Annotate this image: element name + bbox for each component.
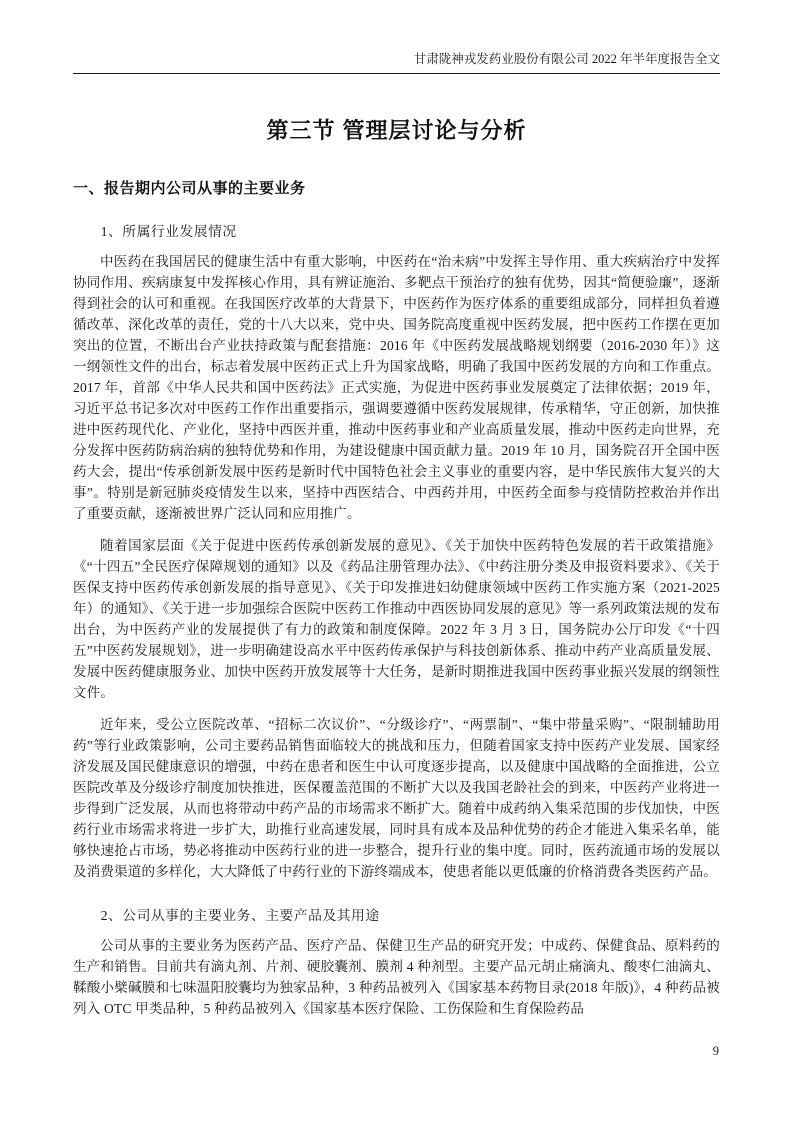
paragraph-national-policies: 随着国家层面《关于促进中医药传承创新发展的意见》、《关于加快中医药特色发展的若干政策措施》《“十四五”全民医疗保障规划的通知》以及《药品注册管理办法》、《中药注册分类及申报资料要求》、《关于医保支持中医药传承创新发展的指导意见》、《关于印发推进妇幼健康领域中医药工作实施方案（2021-2025 年）的通知》、《关于进一步加强综合医院中医药工作推动中西医协同发展的意见》等一系列政策法规的发布出台，为中医药产业的发展提供了有力的政策和制度保障。2022 年 3 月 3 日，国务院办公厅印发《“十四五”中医药发展规划》，进一步明确建设高水平中医药传承保护与科技创新体系、推动中药产业高质量发展、发展中医药健康服务业、加快中医药开放发展等十大任务，是新时期推进我国中医药事业振兴发展的纲领性文件。	[73, 537, 720, 700]
section-title: 第三节 管理层讨论与分析	[266, 117, 527, 143]
page-number: 9	[712, 1044, 719, 1058]
page-header	[73, 50, 720, 74]
subheading-industry-development: 1、所属行业发展情况	[100, 223, 237, 239]
paragraph-company-products: 公司从事的主要业务为医药产品、医疗产品、保健卫生产品的研究开发；中成药、保健食品、原料药的生产和销售。目前共有滴丸剂、片剂、硬胶囊剂、膜剂 4 种剂型。主要产品元胡止痛滴丸、酸枣仁油滴丸、鞣酸小檗碱膜和七味温阳胶囊均为独家品种，3 种药品被列入《国家基本药物目录(2018 年版)》，4 种药品被列入 OTC 甲类品种，5 种药品被列入《国家基本医疗保险、工伤保险和生育保险药品	[73, 937, 720, 1016]
subheading-main-products: 2、公司从事的主要业务、主要产品及其用途	[100, 907, 380, 923]
paragraph-industry-overview: 中医药在我国居民的健康生活中有重大影响，中医药在“治未病”中发挥主导作用、重大疾病治疗中发挥协同作用、疾病康复中发挥核心作用，具有辨证施治、多靶点干预治疗的独有优势，因其“简便验廉”，逐渐得到社会的认可和重视。在我国医疗改革的大背景下，中医药作为医疗体系的重要组成部分，同样担负着遵循改革、深化改革的责任，党的十八大以来，党中央、国务院高度重视中医药发展，把中医药工作摆在更加突出的位置，不断出台产业扶持政策与配套措施：2016 年《中医药发展战略规划纲要（2016-2030 年）》这一纲领性文件的出台，标志着发展中医药正式上升为国家战略，明确了我国中医药发展的方向和工作重点。2017 年，首部《中华人民共和国中医药法》正式实施，为促进中医药事业发展奠定了法律依据；2019 年，习近平总书记多次对中医药工作作出重要指示，强调要遵循中医药发展规律，传承精华，守正创新，加快推进中医药现代化、产业化，坚持中西医并重，推动中医药事业和产业高质量发展，推动中医药走向世界，充分发挥中医药防病治病的独特优势和作用，为建设健康中国贡献力量。2019 年 10 月，国务院召开全国中医药大会，提出“传承创新发展中医药是新时代中国特色社会主义事业的重要内容，是中华民族伟大复兴的大事”。特别是新冠肺炎疫情发生以来，坚持中西医结合、中西药并用，中医药全面参与疫情防控救治并作出了重要贡献，逐渐被世界广泛认同和应用推广。	[73, 253, 720, 521]
paragraph-market-environment: 近年来，受公立医院改革、“招标二次议价”、“分级诊疗”、“两票制”、“集中带量采购”、“限制辅助用药”等行业政策影响，公司主要药品销售面临较大的挑战和压力，但随着国家支持中医药产业发展、国家经济发展及国民健康意识的增强，中药在患者和医生中认可度逐步提高，以及健康中国战略的全面推进，公立医院改革及分级诊疗制度加快推进，医保覆盖范围的不断扩大以及我国老龄社会的到来，中医药产业将进一步得到广泛发展，从而也将带动中药产品的市场需求不断扩大。随着中成药纳入集采范围的步伐加快，中医药行业市场需求将进一步扩大，助推行业高速发展，同时具有成本及品种优势的药企才能进入集采名单，能够快速抢占市场，势必将推动中医药行业的进一步整合，提升行业的集中度。同时，医药流通市场的发展以及消费渠道的多样化，大大降低了中药行业的下游终端成本，使患者能以更低廉的价格消费各类医药产品。	[73, 716, 720, 879]
heading-main-business: 一、报告期内公司从事的主要业务	[73, 179, 306, 197]
header-text: 甘肃陇神戎发药业股份有限公司 2022 年半年度报告全文	[413, 52, 720, 66]
